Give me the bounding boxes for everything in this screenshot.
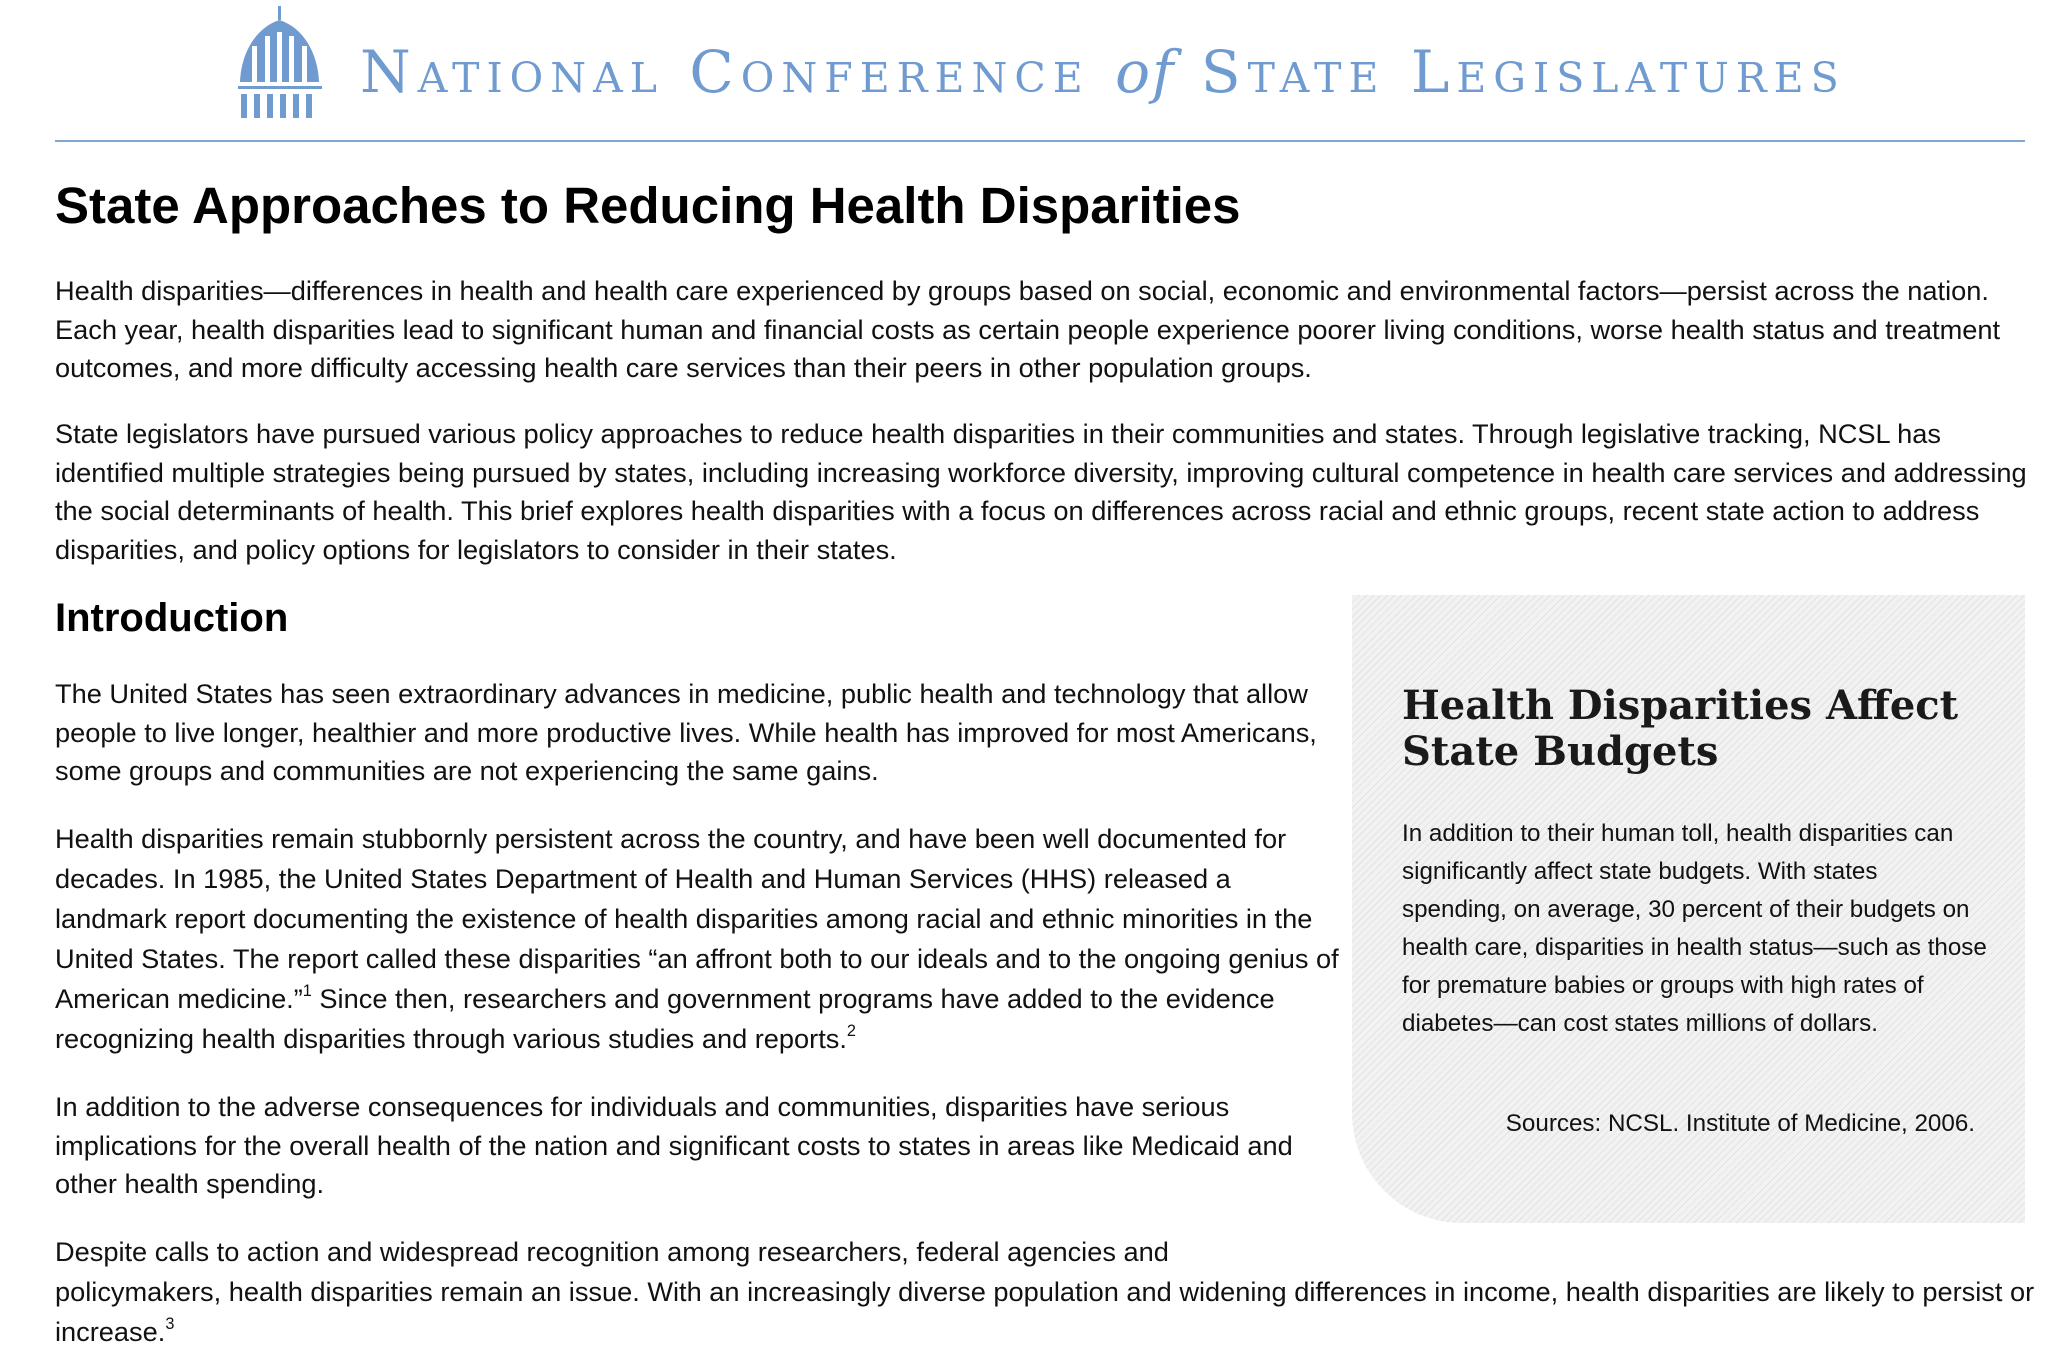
org-name-part2: State Legislatures (1200, 38, 1846, 106)
capitol-dome-icon (235, 6, 325, 118)
organization-name (360, 38, 1846, 106)
footnote-ref-1[interactable]: 1 (302, 981, 312, 1000)
introduction-paragraph-2 (55, 819, 1340, 1059)
page-header (55, 0, 2025, 142)
sidebar-source: Sources: NCSL. Institute of Medicine, 2006. (1505, 1110, 1975, 1137)
introduction-paragraph-3: In addition to the adverse consequences for individuals and communities, disparities have serious implications for the overall health of the nation and significant costs to states in areas like Medicaid and other health spending. (55, 1091, 1293, 1199)
org-name-part1: National Conference (360, 38, 1090, 106)
introduction-paragraph-4 (55, 1232, 2035, 1352)
intro-paragraph-2: State legislators have pursued various policy approaches to reduce health disparities in their communities and states. Through legislative tracking, NCSL has identified multiple strategies being pursued by states, including increasing workforce diversity, improving cultural competence in health care services and addressing the social determinants of health. This brief explores health disparities with a focus on differences across racial and ethnic groups, recent state action to address disparities, and policy options for legislators to consider in their states. (55, 418, 2027, 565)
paragraph-text: Despite calls to action and widespread recognition among researchers, federal agencies and (55, 1236, 1169, 1267)
paragraph-text: Since then, researchers and government programs have added to the evidence recognizing health disparities through various studies and reports. (55, 983, 1275, 1054)
paragraph-text: policymakers, health disparities remain an issue. With an increasingly diverse population and widening differences in income, health disparities are likely to persist or increase. (55, 1276, 2035, 1347)
intro-paragraph-1: Health disparities—differences in health and health care experienced by groups based on social, economic and environmental factors—persist across the nation. Each year, health disparities lead to significant human and financial costs as certain people experience poorer living conditions, worse health status and treatment outcomes, and more difficulty accessing health care services than their peers in other population groups. (55, 275, 2001, 383)
introduction-paragraph-1: The United States has seen extraordinary advances in medicine, public health and technology that allow people to live longer, healthier and more productive lives. While health has improved for most Americans, some groups and communities are not experiencing the same gains. (55, 678, 1317, 786)
sidebar-text: In addition to their human toll, health disparities can significantly affect state budgets. With states spending, on average, 30 percent of their budgets on health care, disparities in health status—such as those for premature babies or groups with high rates of diabetes—can cost states millions of dollars. (1402, 820, 1987, 1037)
sidebar-callout (1352, 595, 2025, 1223)
sidebar-title: Health Disparities Affect State Budgets (1402, 682, 1959, 775)
footnote-ref-2[interactable]: 2 (846, 1021, 856, 1040)
org-name-of: of (1115, 38, 1176, 106)
page-title: State Approaches to Reducing Health Disparities (55, 177, 1241, 234)
paragraph-text: Health disparities remain stubbornly persistent across the country, and have been well documented for decades. In 1985, the United States Department of Health and Human Services (HHS) released a landmark report documenting the existence of health disparities among racial and ethnic minorities in the United States. The report called these disparities “an affront both to our ideals and to the ongoing genius of American medicine.” (55, 823, 1339, 1014)
footnote-ref-3[interactable]: 3 (165, 1314, 175, 1333)
introduction-heading: Introduction (55, 596, 289, 640)
